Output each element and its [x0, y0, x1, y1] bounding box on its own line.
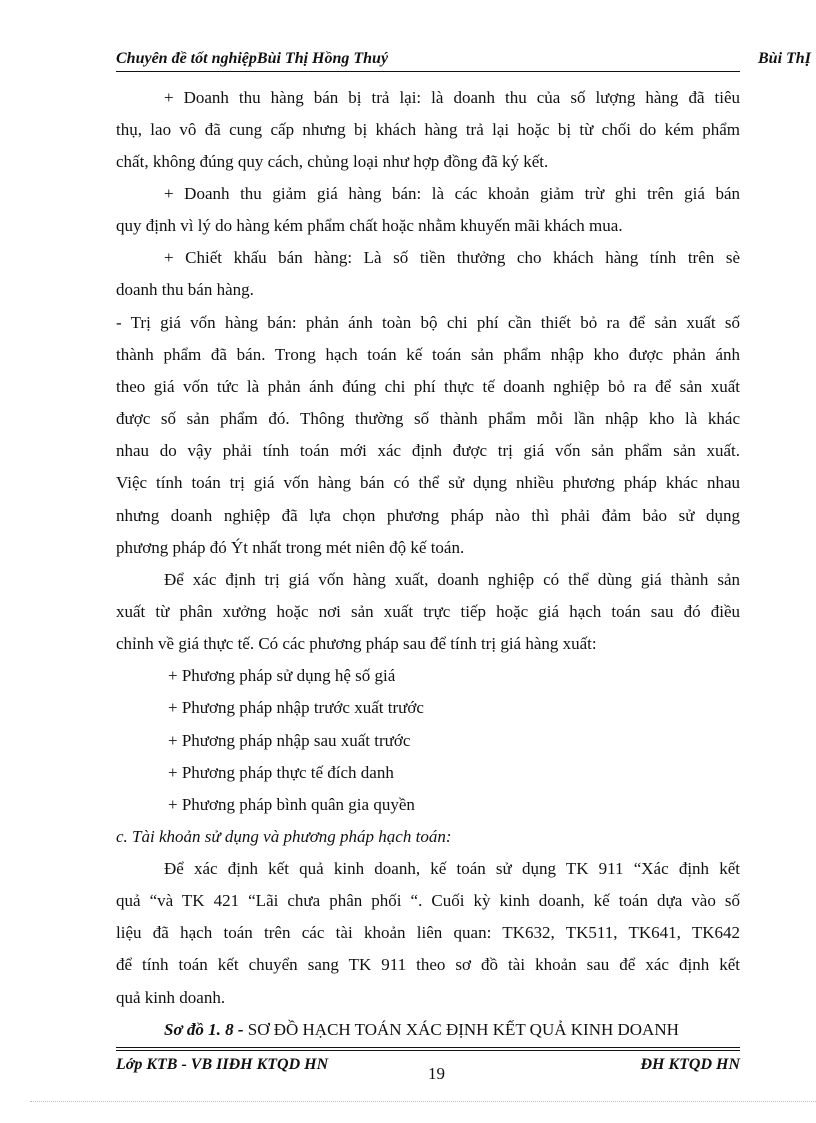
page-bottom-dotted-line	[30, 1101, 816, 1102]
header-right-text: Bùi ThỊ	[758, 50, 811, 67]
text-line: Để xác định trị giá vốn hàng xuất, doanh nghiệp có thể dùng giá thành sản	[164, 570, 740, 589]
text-line: nhưng doanh nghiệp đã lựa chọn phương pháp nào thì phải đảm bảo sử dụng	[116, 506, 740, 525]
text-line: Để xác định kết quả kinh doanh, kế toán sử dụng TK 911 “Xác định kết	[164, 859, 740, 878]
text-line: quả kinh doanh.	[116, 988, 226, 1007]
diagram-caption	[164, 1020, 740, 1040]
diagram-title: SƠ ĐỒ HẠCH TOÁN XÁC ĐỊNH KẾT QUẢ KINH DOANH	[247, 1020, 679, 1039]
text-line: quả “và TK 421 “Lãi chưa phân phối “. Cuối kỳ kinh doanh, kế toán dựa vào số	[116, 891, 740, 910]
footer-rule	[116, 1047, 740, 1048]
text-line: chất, không đúng quy cách, chủng loại như hợp đồng đã ký kết.	[116, 152, 549, 171]
header-rule	[116, 71, 740, 72]
text-line: thành phẩm đã bán. Trong hạch toán kế toán sản phẩm nhập kho được phản ánh	[116, 345, 740, 364]
text-line: liệu đã hạch toán trên các tài khoản liên quan: TK632, TK511, TK641, TK642	[116, 923, 740, 942]
list-item: + Phương pháp bình quân gia quyền	[168, 795, 415, 814]
text-line: quy định vì lý do hàng kém phẩm chất hoặc nhằm khuyến mãi khách mua.	[116, 216, 623, 235]
text-line: + Chiết khấu bán hàng: Là số tiền thưởng cho khách hàng tính trên sè	[164, 248, 740, 267]
text-line: chỉnh về giá thực tế. Có các phương pháp sau để tính trị giá hàng xuất:	[116, 634, 597, 653]
list-item: + Phương pháp nhập trước xuất trước	[168, 698, 424, 717]
text-line: nhau do vậy phải tính toán mới xác định được trị giá vốn sản phẩm sản xuất.	[116, 441, 740, 460]
text-line: doanh thu bán hàng.	[116, 280, 254, 299]
text-line: để tính toán kết chuyển sang TK 911 theo sơ đồ tài khoản sau để xác định kết	[116, 955, 740, 974]
text-line: + Doanh thu giảm giá hàng bán: là các khoản giảm trừ ghi trên giá bán	[164, 184, 740, 203]
page-number: 19	[428, 1064, 445, 1083]
text-line: được số sản phẩm đó. Thông thường số thành phẩm mỗi lần nhập kho là khác	[116, 409, 740, 428]
text-line: theo giá vốn tức là phản ánh đúng chi phí thực tế doanh nghiệp bỏ ra để sản xuất	[116, 377, 740, 396]
footer-rule-thin	[116, 1050, 740, 1051]
text-line: - Trị giá vốn hàng bán: phản ánh toàn bộ chi phí cần thiết bỏ ra để sản xuất số	[116, 313, 740, 332]
list-item: + Phương pháp thực tế đích danh	[168, 763, 394, 782]
text-line: Việc tính toán trị giá vốn hàng bán có thể sử dụng nhiều phương pháp khác nhau	[116, 473, 740, 492]
text-line: + Doanh thu hàng bán bị trả lại: là doanh thu của số lượng hàng đã tiêu	[164, 88, 740, 107]
footer-university-label: ĐH KTQD HN	[640, 1056, 740, 1073]
list-item: + Phương pháp nhập sau xuất trước	[168, 731, 411, 750]
header-title: Chuyên đề tốt nghiệpBùi Thị Hồng Thuý	[116, 50, 389, 67]
diagram-label: Sơ đồ 1. 8 -	[164, 1020, 244, 1039]
section-subheading: c. Tài khoản sử dụng và phương pháp hạch toán:	[116, 827, 452, 846]
text-line: thụ, lao vô đã cung cấp nhưng bị khách hàng trả lại hoặc bị từ chối do kém phẩm	[116, 120, 740, 139]
text-line: phương pháp đó Ýt nhất trong mét niên độ kế toán.	[116, 538, 465, 557]
footer-class-label: Lớp KTB - VB IIĐH KTQD HN	[116, 1056, 329, 1073]
list-item: + Phương pháp sử dụng hệ số giá	[168, 666, 396, 685]
text-line: xuất từ phân xưởng hoặc nơi sản xuất trực tiếp hoặc giá hạch toán sau đó điều	[116, 602, 740, 621]
